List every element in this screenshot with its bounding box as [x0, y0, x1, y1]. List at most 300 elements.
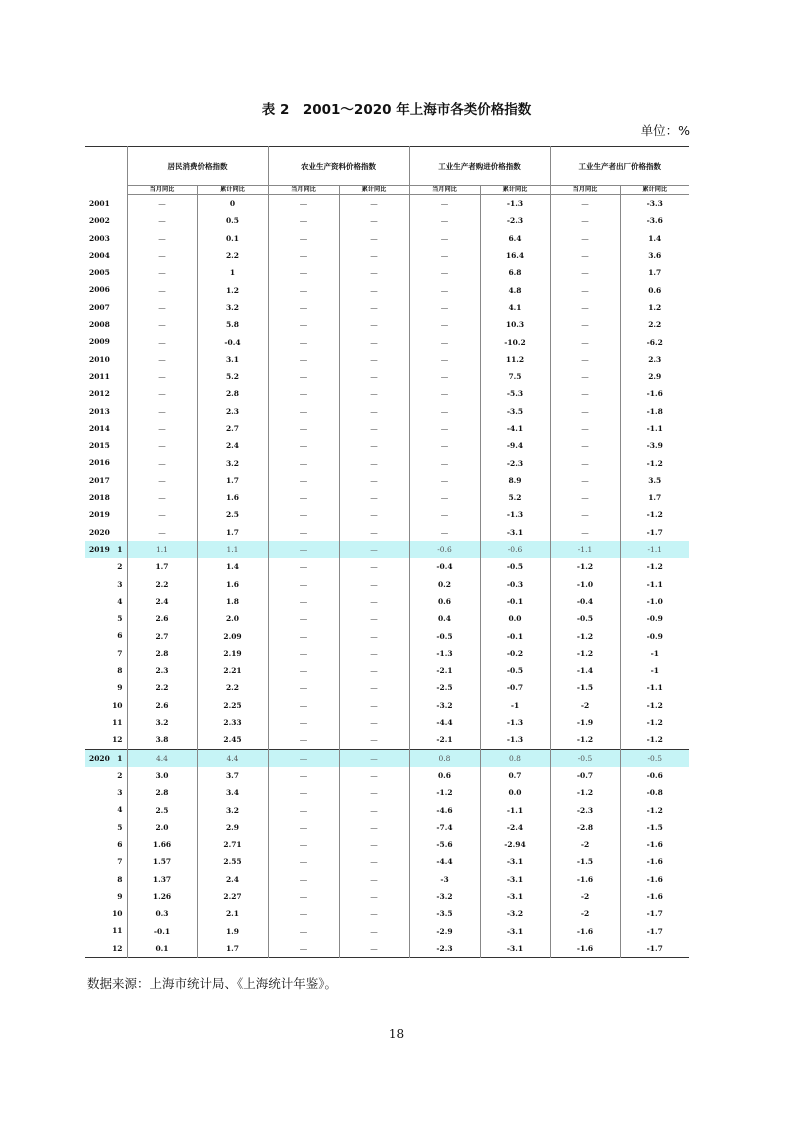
table-cell: —	[339, 524, 409, 541]
table-cell: 5.2	[197, 368, 268, 385]
table-cell: —	[550, 489, 620, 506]
table-cell: —	[409, 403, 480, 420]
table-cell: 2.6	[127, 697, 197, 714]
table-row	[85, 731, 689, 749]
table-cell: —	[339, 351, 409, 368]
table-cell: —	[339, 385, 409, 402]
table-cell: —	[550, 524, 620, 541]
table-cell: —	[409, 247, 480, 264]
table-cell: -0.1	[480, 627, 550, 644]
table-cell: 1.57	[127, 853, 197, 870]
table-row	[85, 662, 689, 679]
table-cell: —	[339, 922, 409, 939]
table-cell: -0.9	[620, 610, 689, 627]
table-cell: 3.1	[197, 351, 268, 368]
table-row	[85, 281, 689, 298]
table-cell: 6.8	[480, 264, 550, 281]
row-year: 2019	[89, 510, 110, 520]
table-cell: 0.1	[127, 940, 197, 958]
table-cell: 4.4	[197, 749, 268, 767]
table-row	[85, 940, 689, 958]
table-row	[85, 645, 689, 662]
table-cell: -6.2	[620, 333, 689, 350]
table-row	[85, 420, 689, 437]
table-cell: -1.2	[550, 627, 620, 644]
table-cell: 7.5	[480, 368, 550, 385]
table-cell: -4.6	[409, 801, 480, 818]
table-cell: —	[339, 506, 409, 523]
table-cell: —	[268, 801, 339, 818]
table-cell: —	[127, 472, 197, 489]
table-cell: -1.2	[409, 784, 480, 801]
table-cell: —	[268, 922, 339, 939]
table-cell: —	[409, 351, 480, 368]
table-cell: -3	[409, 871, 480, 888]
table-cell: —	[339, 247, 409, 264]
row-label	[85, 871, 127, 888]
table-cell: 1.26	[127, 888, 197, 905]
table-cell: -1.1	[620, 420, 689, 437]
table-cell: 3.6	[620, 247, 689, 264]
table-cell: —	[268, 610, 339, 627]
table-row	[85, 593, 689, 610]
row-label	[85, 212, 127, 229]
row-month: 11	[112, 926, 123, 936]
table-cell: -1.1	[480, 801, 550, 818]
table-cell: -1.9	[550, 714, 620, 731]
table-cell: —	[550, 316, 620, 333]
group-header-row	[85, 147, 689, 186]
table-cell: 1.4	[620, 230, 689, 247]
group-header-purchase: 工业生产者购进价格指数	[409, 147, 550, 186]
table-cell: 3.2	[197, 454, 268, 471]
table-cell: —	[550, 212, 620, 229]
table-cell: -1.3	[480, 506, 550, 523]
table-row	[85, 627, 689, 644]
table-cell: -1.8	[620, 403, 689, 420]
table-cell: —	[550, 472, 620, 489]
table-cell: -4.4	[409, 714, 480, 731]
row-month: 4	[117, 805, 123, 815]
table-cell: —	[268, 767, 339, 784]
table-cell: -0.3	[480, 576, 550, 593]
row-month: 9	[117, 683, 123, 693]
table-cell: —	[268, 714, 339, 731]
row-month: 7	[117, 857, 123, 867]
table-cell: 0.0	[480, 610, 550, 627]
row-label	[85, 749, 127, 767]
table-cell: 2.33	[197, 714, 268, 731]
table-cell: 1.2	[620, 299, 689, 316]
row-label	[85, 403, 127, 420]
table-cell: —	[268, 819, 339, 836]
table-cell: —	[268, 731, 339, 749]
table-cell: 2.4	[197, 871, 268, 888]
table-cell: -1	[480, 697, 550, 714]
table-cell: -1.2	[550, 784, 620, 801]
table-row	[85, 558, 689, 575]
table-cell: -0.1	[480, 593, 550, 610]
table-cell: -0.5	[480, 662, 550, 679]
table-cell: -1.1	[550, 541, 620, 558]
table-cell: —	[268, 230, 339, 247]
table-cell: 2.71	[197, 836, 268, 853]
table-row	[85, 351, 689, 368]
table-cell: 3.2	[197, 801, 268, 818]
row-year: 2006	[89, 285, 110, 295]
table-cell: —	[339, 558, 409, 575]
table-cell: 1.9	[197, 922, 268, 939]
table-cell: -2.1	[409, 662, 480, 679]
table-cell: —	[339, 627, 409, 644]
row-label	[85, 679, 127, 696]
table-cell: —	[339, 697, 409, 714]
table-cell: -1.3	[480, 731, 550, 749]
table-cell: -3.1	[480, 888, 550, 905]
row-label	[85, 801, 127, 818]
table-cell: -1.6	[620, 836, 689, 853]
table-row	[85, 403, 689, 420]
table-cell: —	[339, 281, 409, 298]
row-label	[85, 576, 127, 593]
table-cell: —	[409, 212, 480, 229]
row-year: 2007	[89, 302, 110, 312]
table-cell: 1	[197, 264, 268, 281]
row-label	[85, 333, 127, 350]
table-cell: —	[339, 316, 409, 333]
row-month: 11	[112, 717, 123, 727]
table-cell: -9.4	[480, 437, 550, 454]
table-cell: -1.6	[620, 853, 689, 870]
table-cell: -0.5	[480, 558, 550, 575]
table-cell: 0.4	[409, 610, 480, 627]
table-cell: 3.4	[197, 784, 268, 801]
table-body	[85, 195, 689, 958]
row-label	[85, 836, 127, 853]
row-year: 2013	[89, 406, 110, 416]
table-cell: -2.4	[480, 819, 550, 836]
table-cell: —	[339, 679, 409, 696]
table-cell: —	[127, 264, 197, 281]
table-cell: -1.2	[620, 558, 689, 575]
row-year: 2014	[89, 423, 110, 433]
table-cell: —	[339, 714, 409, 731]
table-cell: 2.0	[127, 819, 197, 836]
table-row	[85, 385, 689, 402]
table-cell: 0.1	[197, 230, 268, 247]
row-year: 2008	[89, 320, 110, 330]
table-cell: —	[339, 610, 409, 627]
table-row	[85, 767, 689, 784]
table-cell: —	[127, 247, 197, 264]
table-cell: -1.1	[620, 541, 689, 558]
table-cell: 2.2	[620, 316, 689, 333]
table-row	[85, 836, 689, 853]
table-cell: 1.4	[197, 558, 268, 575]
table-cell: —	[127, 299, 197, 316]
table-cell: 0.2	[409, 576, 480, 593]
table-cell: -3.2	[409, 888, 480, 905]
table-cell: —	[268, 940, 339, 958]
table-cell: —	[127, 333, 197, 350]
table-cell: 2.5	[197, 506, 268, 523]
table-cell: -3.9	[620, 437, 689, 454]
table-cell: 3.2	[127, 714, 197, 731]
table-cell: -3.1	[480, 853, 550, 870]
table-cell: 3.7	[197, 767, 268, 784]
table-cell: -3.5	[409, 905, 480, 922]
table-cell: -1.5	[550, 679, 620, 696]
table-cell: -3.1	[480, 871, 550, 888]
table-cell: 0	[197, 195, 268, 213]
table-cell: 2.8	[197, 385, 268, 402]
table-cell: —	[409, 195, 480, 213]
table-cell: 0.6	[620, 281, 689, 298]
table-cell: —	[409, 368, 480, 385]
table-cell: -0.6	[409, 541, 480, 558]
table-row	[85, 212, 689, 229]
table-cell: 2.7	[197, 420, 268, 437]
row-label	[85, 784, 127, 801]
table-cell: -1.7	[620, 905, 689, 922]
table-cell: 2.6	[127, 610, 197, 627]
table-row	[85, 264, 689, 281]
row-month: 3	[117, 579, 123, 589]
table-cell: —	[409, 437, 480, 454]
table-cell: —	[268, 888, 339, 905]
row-label	[85, 247, 127, 264]
table-cell: 0.6	[409, 767, 480, 784]
table-cell: —	[268, 645, 339, 662]
table-cell: —	[127, 281, 197, 298]
table-row	[85, 714, 689, 731]
table-row	[85, 871, 689, 888]
table-cell: —	[550, 333, 620, 350]
table-cell: -1.2	[620, 731, 689, 749]
row-year: 2019	[89, 544, 110, 554]
row-month: 2	[117, 562, 123, 572]
row-label	[85, 506, 127, 523]
table-cell: 1.1	[127, 541, 197, 558]
row-month: 10	[112, 700, 123, 710]
row-label	[85, 888, 127, 905]
table-cell: 2.2	[197, 247, 268, 264]
table-cell: —	[339, 454, 409, 471]
sub-header: 累计同比	[480, 186, 550, 195]
table-cell: 2.55	[197, 853, 268, 870]
table-cell: -0.1	[127, 922, 197, 939]
table-cell: —	[127, 403, 197, 420]
row-label	[85, 281, 127, 298]
table-cell: -2.9	[409, 922, 480, 939]
table-cell: -2.94	[480, 836, 550, 853]
table-cell: —	[268, 853, 339, 870]
table-cell: -3.1	[480, 524, 550, 541]
table-cell: —	[127, 524, 197, 541]
table-cell: -0.5	[550, 610, 620, 627]
group-header-cpi: 居民消费价格指数	[127, 147, 268, 186]
table-cell: 0.6	[409, 593, 480, 610]
table-row	[85, 541, 689, 558]
table-cell: —	[268, 679, 339, 696]
row-label	[85, 714, 127, 731]
table-cell: -1.2	[620, 697, 689, 714]
row-label	[85, 230, 127, 247]
row-label	[85, 420, 127, 437]
row-label	[85, 853, 127, 870]
table-row	[85, 576, 689, 593]
table-cell: —	[339, 437, 409, 454]
sub-header-row	[85, 186, 689, 195]
table-cell: -2.3	[480, 454, 550, 471]
row-label	[85, 767, 127, 784]
table-cell: -1.5	[550, 853, 620, 870]
table-row	[85, 368, 689, 385]
table-cell: -1.6	[550, 871, 620, 888]
row-month: 1	[117, 544, 123, 554]
table-cell: 10.3	[480, 316, 550, 333]
table-cell: 1.6	[197, 576, 268, 593]
table-cell: 2.2	[127, 679, 197, 696]
row-year: 2009	[89, 337, 110, 347]
row-month: 12	[112, 735, 123, 745]
table-cell: —	[339, 541, 409, 558]
table-cell: —	[409, 299, 480, 316]
table-cell: —	[268, 385, 339, 402]
table-cell: 2.3	[127, 662, 197, 679]
price-index-table-wrap	[85, 146, 689, 958]
table-row	[85, 697, 689, 714]
table-cell: —	[550, 351, 620, 368]
table-cell: 2.5	[127, 801, 197, 818]
table-cell: -1.7	[620, 940, 689, 958]
table-cell: 2.4	[127, 593, 197, 610]
table-row	[85, 299, 689, 316]
table-cell: —	[409, 454, 480, 471]
table-cell: —	[127, 368, 197, 385]
table-cell: —	[268, 576, 339, 593]
row-month: 1	[117, 753, 123, 763]
table-cell: 2.2	[197, 679, 268, 696]
table-cell: -2.3	[550, 801, 620, 818]
table-cell: —	[268, 593, 339, 610]
table-cell: -1.5	[620, 819, 689, 836]
table-cell: -1.2	[550, 645, 620, 662]
table-cell: 2.25	[197, 697, 268, 714]
table-cell: -1.6	[620, 871, 689, 888]
sub-header: 累计同比	[197, 186, 268, 195]
row-label	[85, 541, 127, 558]
table-cell: —	[339, 299, 409, 316]
sub-header: 当月同比	[550, 186, 620, 195]
group-header-producer: 工业生产者出厂价格指数	[550, 147, 689, 186]
table-cell: —	[339, 593, 409, 610]
table-cell: 1.7	[197, 472, 268, 489]
table-cell: —	[339, 576, 409, 593]
table-cell: 1.1	[197, 541, 268, 558]
table-cell: —	[127, 385, 197, 402]
table-cell: 3.2	[197, 299, 268, 316]
table-cell: 4.4	[127, 749, 197, 767]
row-month: 5	[117, 614, 123, 624]
table-cell: -2	[550, 888, 620, 905]
row-label	[85, 940, 127, 958]
table-cell: —	[550, 403, 620, 420]
row-month: 5	[117, 822, 123, 832]
table-cell: 1.7	[127, 558, 197, 575]
row-label	[85, 299, 127, 316]
table-cell: —	[550, 281, 620, 298]
table-cell: -1.7	[620, 524, 689, 541]
data-source-note: 数据来源：上海市统计局、《上海统计年鉴》。	[87, 976, 338, 991]
row-month: 12	[112, 943, 123, 953]
row-label	[85, 454, 127, 471]
table-row	[85, 610, 689, 627]
table-cell: —	[268, 697, 339, 714]
table-cell: 2.9	[197, 819, 268, 836]
table-cell: —	[339, 731, 409, 749]
table-cell: —	[339, 819, 409, 836]
table-cell: -3.5	[480, 403, 550, 420]
table-cell: —	[268, 836, 339, 853]
table-row	[85, 489, 689, 506]
table-cell: 11.2	[480, 351, 550, 368]
table-cell: —	[339, 940, 409, 958]
table-cell: -3.2	[409, 697, 480, 714]
table-cell: —	[550, 437, 620, 454]
table-cell: —	[268, 524, 339, 541]
table-cell: —	[409, 524, 480, 541]
table-cell: 2.4	[197, 437, 268, 454]
table-cell: —	[409, 420, 480, 437]
table-cell: —	[339, 784, 409, 801]
table-cell: —	[268, 437, 339, 454]
row-month: 6	[117, 839, 123, 849]
table-cell: —	[268, 662, 339, 679]
table-cell: 0.8	[409, 749, 480, 767]
table-cell: -5.3	[480, 385, 550, 402]
table-cell: -1.0	[550, 576, 620, 593]
table-cell: —	[268, 420, 339, 437]
table-cell: —	[550, 264, 620, 281]
table-cell: -1.0	[620, 593, 689, 610]
table-cell: -2.3	[409, 940, 480, 958]
table-cell: -0.5	[550, 749, 620, 767]
sub-header: 累计同比	[620, 186, 689, 195]
row-label	[85, 351, 127, 368]
row-year: 2011	[89, 371, 110, 381]
table-cell: —	[268, 247, 339, 264]
price-index-table	[85, 146, 689, 958]
table-cell: -0.7	[480, 679, 550, 696]
table-cell: 1.2	[197, 281, 268, 298]
table-cell: -0.2	[480, 645, 550, 662]
table-cell: —	[550, 420, 620, 437]
row-label	[85, 645, 127, 662]
table-cell: —	[268, 489, 339, 506]
table-cell: 2.8	[127, 784, 197, 801]
table-row	[85, 679, 689, 696]
table-row	[85, 247, 689, 264]
table-cell: -0.7	[550, 767, 620, 784]
table-cell: 1.7	[620, 489, 689, 506]
table-row	[85, 506, 689, 523]
table-cell: -2	[550, 905, 620, 922]
table-cell: 3.5	[620, 472, 689, 489]
table-cell: -1.4	[550, 662, 620, 679]
unit-label: 单位：%	[640, 123, 690, 138]
table-cell: —	[409, 489, 480, 506]
